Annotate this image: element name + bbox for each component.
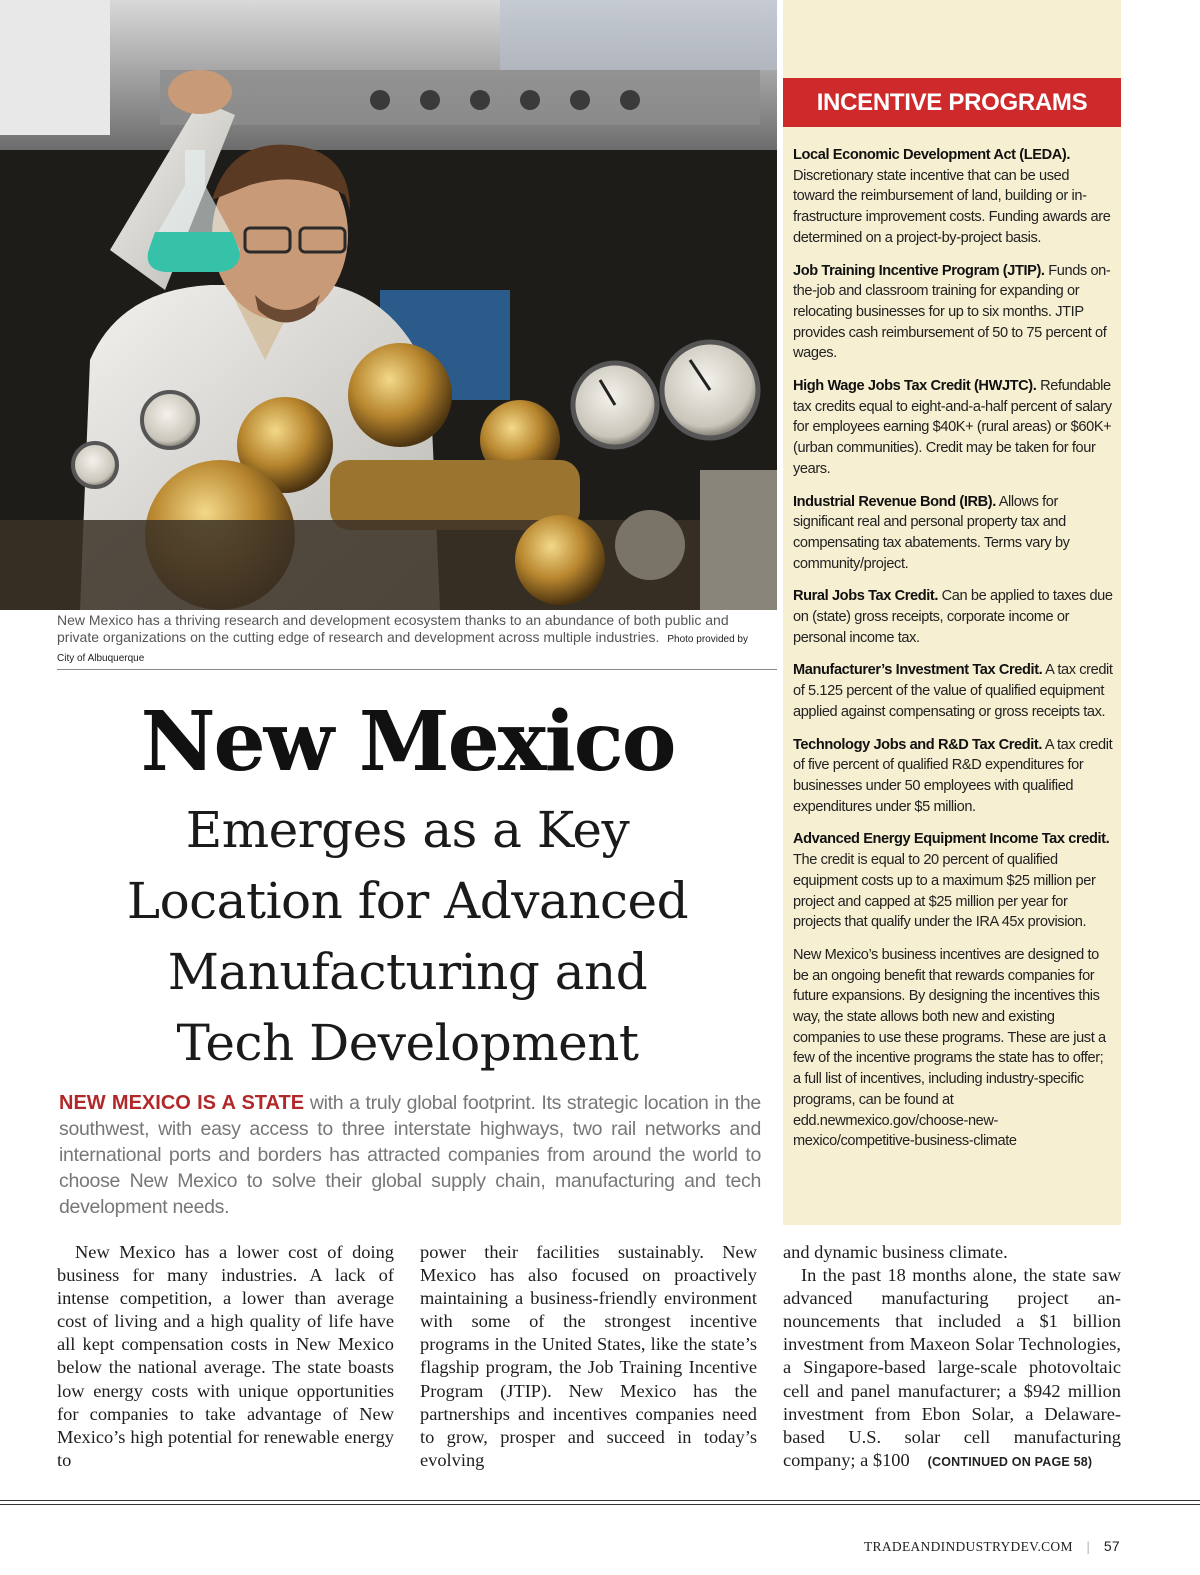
subhead-line: Tech Development	[176, 1014, 639, 1072]
body-column-3	[783, 1241, 1121, 1474]
program-name: High Wage Jobs Tax Credit (HWJTC).	[793, 378, 1037, 395]
subhead-line: Location for Advanced	[126, 872, 689, 930]
program-text: Allows for significant real and personal property tax and compensating tax abatements. Terms vary by community/project.	[793, 493, 1070, 572]
program-name: Technology Jobs and R&D Tax Credit.	[793, 736, 1042, 753]
photo-credit: Photo provided by City of Albuquerque	[57, 634, 748, 664]
lead-paragraph	[59, 1090, 761, 1220]
program-text: A tax credit of 5.125 percent of the value of qualified equipment applied against compensating or gross receipts tax.	[793, 662, 1113, 720]
body-paragraph: power their facilities sustainably. New Mexico has also focused on proactively maintaining a business-friendly environment with some of the strongest incentive programs in the United States, like the state’s flagship program, the Job Training Incentive Program (JTIP). New Mexico has the partnerships and incentives companies need to grow, prosper and succeed in today’s evolving	[420, 1242, 757, 1470]
program-item	[793, 735, 1113, 818]
program-text: The credit is equal to 20 percent of qualified equipment costs up to a maximum $25 million per project and capped at $25 million per year for projects that qualify under the IRA 45x provision.	[793, 852, 1096, 931]
program-text: Refundable tax credits equal to eight-and-a-half percent of salary for employees earning $40K+ (rural areas) or $60K+ (urban communities). Credit may be taken for four years.	[793, 378, 1112, 477]
program-item	[793, 261, 1113, 365]
incentive-sidebar	[783, 0, 1121, 1225]
program-name: Manufacturer’s Investment Tax Credit.	[793, 662, 1043, 679]
program-item	[793, 376, 1113, 480]
program-item	[793, 145, 1113, 249]
hero-photo	[0, 0, 777, 610]
footer-site: TRADEANDINDUSTRYDEV.COM	[864, 1539, 1073, 1554]
program-item	[793, 492, 1113, 575]
footer-rule	[0, 1504, 1200, 1505]
footer-separator: |	[1086, 1539, 1090, 1554]
caption-divider	[57, 669, 777, 670]
headline: New Mexico	[140, 694, 675, 790]
lab-scene-illustration	[0, 0, 777, 610]
program-name: Local Economic Development Act (LEDA).	[793, 147, 1070, 163]
program-name: Rural Jobs Tax Credit.	[793, 588, 939, 605]
body-column-1	[57, 1241, 394, 1472]
body-paragraph: and dynamic business climate.	[783, 1242, 1008, 1262]
body-paragraph-text: In the past 18 months alone, the state saw advanced manufacturing project announcements that included a $1 billion investment from Maxeon Solar Technologies, a Singapore-based large-scale photovoltaic cell and panel manufacturer; a $942 million investment from Ebon Solar, a Delaware-based U.S. solar cell manufacturing company; a $100	[783, 1265, 1121, 1470]
program-text: A tax credit of five percent of qualified R&D expenditures for businesses under 50 employees with qualified expenditures under $5 million.	[793, 736, 1113, 815]
sidebar-title: INCENTIVE PROGRAMS	[783, 78, 1121, 127]
photo-caption	[57, 612, 757, 667]
subhead-line: Emerges as a Key	[185, 801, 630, 859]
footer-rule	[0, 1500, 1200, 1501]
body-column-2	[420, 1241, 757, 1472]
program-text: Discretionary state incentive that can be used toward the reimbursement of land, building or infrastructure improvement costs. Funding awards are determined on a project-by-project basis.	[793, 167, 1111, 246]
program-item	[793, 829, 1113, 933]
lead-in: NEW MEXICO IS A STATE	[59, 1092, 305, 1114]
program-name: Industrial Revenue Bond (IRB).	[793, 493, 996, 510]
program-name: Job Training Incentive Program (JTIP).	[793, 262, 1045, 279]
program-text: Funds on-the-job and classroom training for expanding or relocating businesses for up to six months. JTIP provides cash reimbursement of 50 to 75 percent of wages.	[793, 262, 1111, 362]
page-number: 57	[1103, 1538, 1120, 1554]
body-paragraph	[783, 1264, 1121, 1474]
sidebar-closing-text: New Mexico’s business incentives are designed to be an ongoing benefit that rewards companies for future expansions. By designing the incentives this way, the state allows both new and existing companies to use these programs. These are just a few of the incentive programs the state has to offer; a full list of incentives, including industry-specific programs, can be found at edd.newmexico.gov/choose-new-mexico/competitive-business-climate	[793, 946, 1106, 1150]
body-paragraph: New Mexico has a lower cost of doing business for many industries. A lack of intense competition, a lower than average cost of living and a high quality of life have all kept compensation costs in New Mexico below the national average. The state boasts low energy costs with unique opportunities for companies to take advantage of New Mexico’s high potential for renewable energy to	[57, 1242, 394, 1470]
caption-text: New Mexico has a thriving research and development ecosystem thanks to an abundance of both public and private organizations on the cutting edge of research and development across multiple industries.	[57, 612, 729, 645]
program-item	[793, 660, 1113, 722]
program-text: Can be applied to taxes due on (state) gross receipts, corporate income or personal income tax.	[793, 588, 1113, 646]
program-name: Advanced Energy Equipment Income Tax credit.	[793, 831, 1110, 848]
page-footer	[864, 1538, 1120, 1555]
program-item	[793, 586, 1113, 648]
subheadline	[40, 795, 775, 1079]
lead-text: with a truly global footprint. Its strategic location in the southwest, with easy access to three interstate highways, two rail networks and international ports and borders has attracted companies from around the world to choose New Mexico to solve their global supply chain, manufacturing and tech development needs.	[59, 1092, 761, 1218]
subhead-line: Manufacturing and	[167, 943, 648, 1001]
program-list	[793, 145, 1113, 1164]
continued-note: (CONTINUED ON PAGE 58)	[927, 1454, 1093, 1469]
